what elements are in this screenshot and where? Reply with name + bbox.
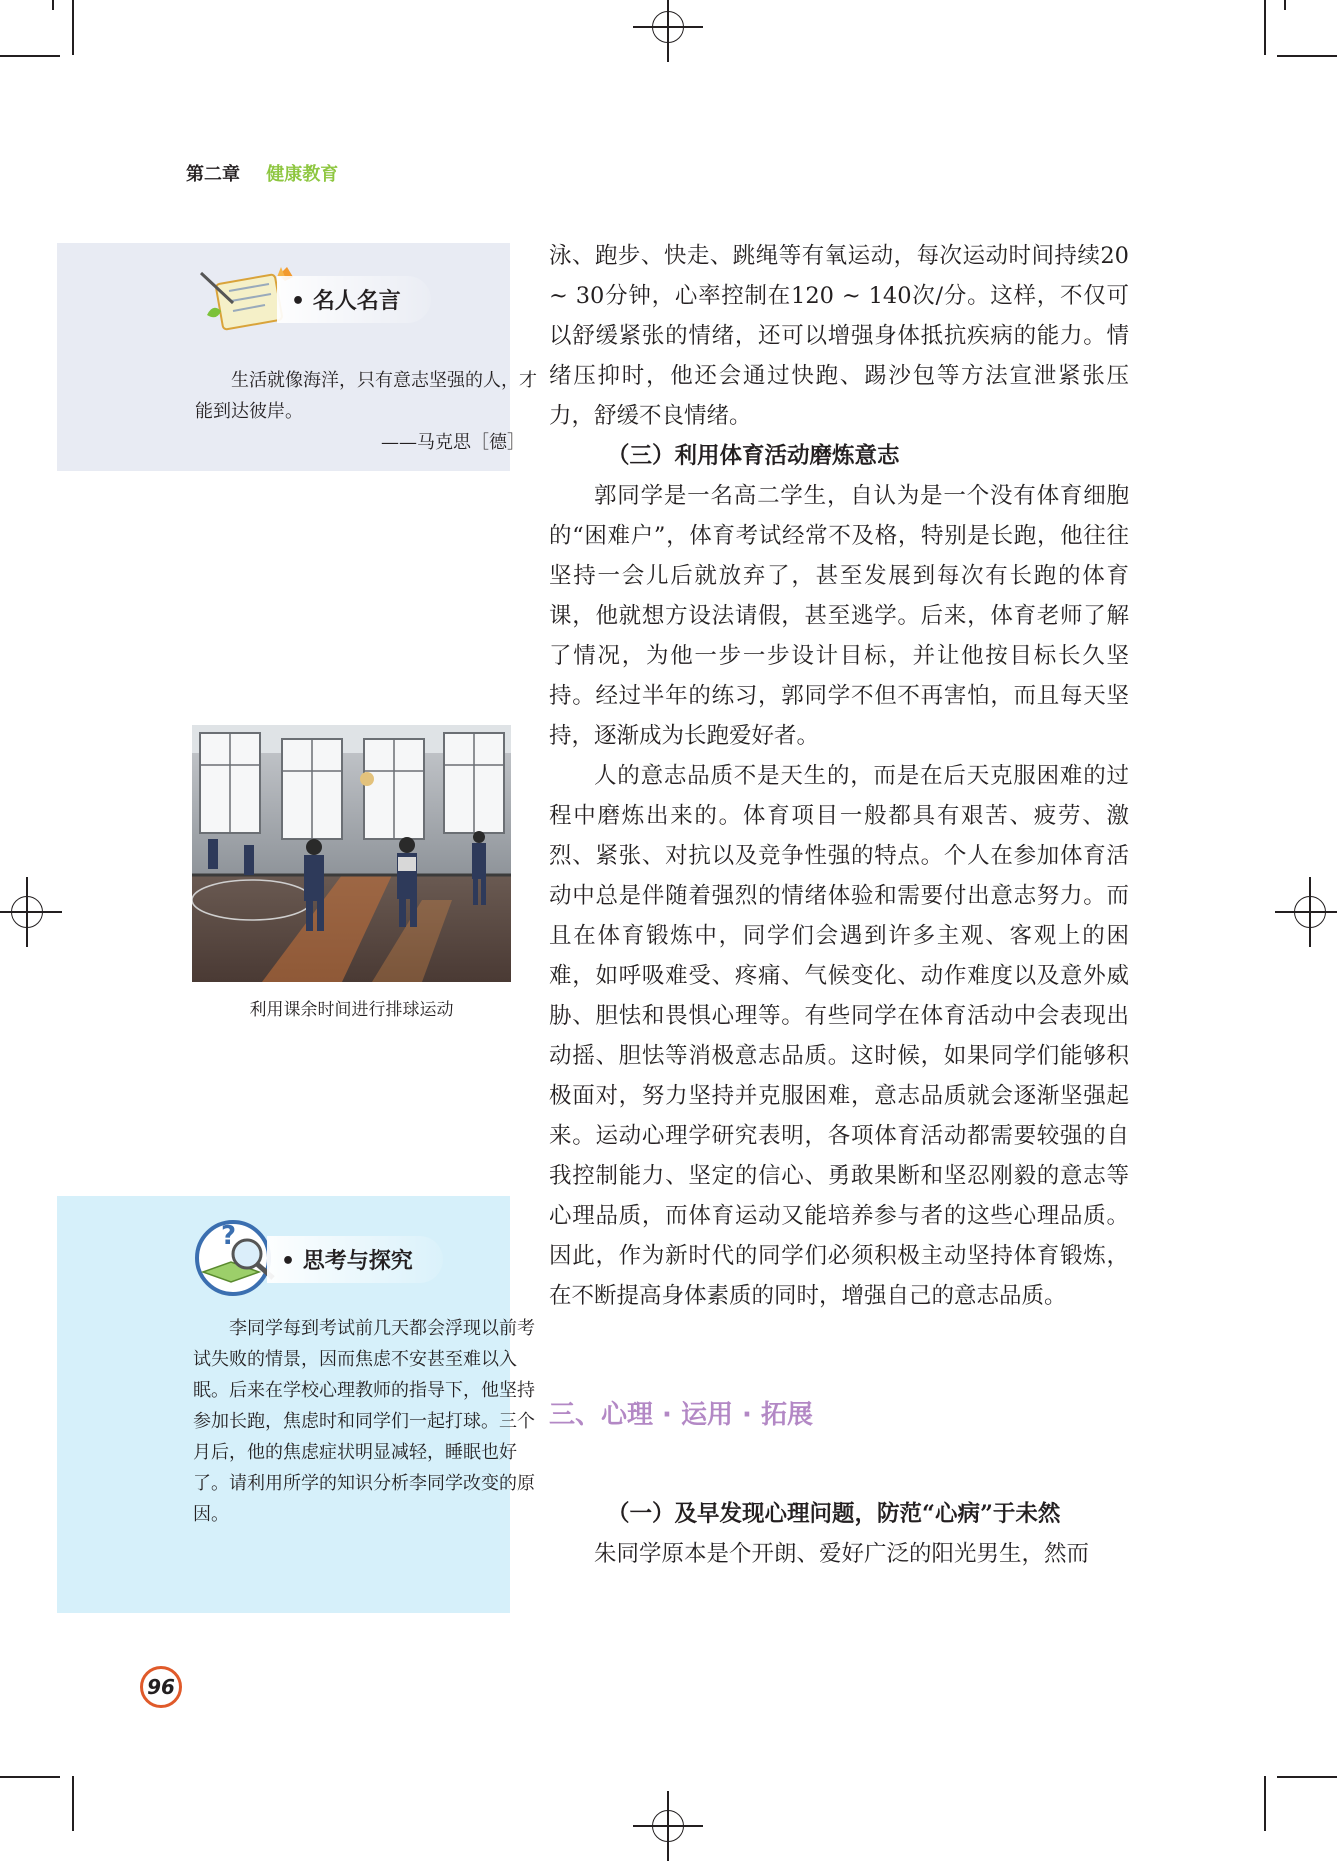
think-box-text: 李同学每到考试前几天都会浮现以前考试失败的情景，因而焦虑不安甚至难以入眠。后来在学校心理教师的指导下，他坚持参加长跑，焦虑时和同学们一起打球。三个月后，他的焦虑症状明显减轻，睡眠也好了。请利用所学的知识分析李同学改变的原因。 <box>193 1318 535 1525</box>
heading-3-early-detection: （一）及早发现心理问题，防范“心病”于未然 <box>607 1501 1061 1527</box>
quote-box-body <box>195 365 545 458</box>
registration-mark-left <box>0 877 62 947</box>
registration-mark-right <box>1275 877 1337 947</box>
svg-text:?: ? <box>221 1221 237 1251</box>
volleyball-photo <box>192 725 511 982</box>
page-number: 96 <box>140 1666 182 1708</box>
main-column <box>549 236 1129 1316</box>
section-heading-psychology: 三、心理 · 运用 · 拓展 <box>549 1400 813 1430</box>
registration-mark-bottom <box>633 1791 703 1861</box>
registration-mark-top <box>633 0 703 62</box>
think-box-title: • 思考与探究 <box>267 1236 443 1283</box>
chapter-name: 健康教育 <box>266 164 339 185</box>
paragraph-1: 泳、跑步、快走、跳绳等有氧运动，每次运动时间持续20 ~ 30分钟，心率控制在120 ~ 140次/分。这样，不仅可以舒缓紧张的情绪，还可以增强身体抵抗疾病的能力。情绪压抑时，他还会通过快跑、踢沙包等方法宣泄紧张压力，舒缓不良情绪。 <box>549 243 1129 429</box>
paragraph-3: 人的意志品质不是天生的，而是在后天克服困难的过程中磨炼出来的。体育项目一般都具有艰苦、疲劳、激烈、紧张、对抗以及竞争性强的特点。个人在参加体育活动中总是伴随着强烈的情绪体验和需要付出意志努力。而且在体育锻炼中，同学们会遇到许多主观、客观上的困难，如呼吸难受、疼痛、气候变化、动作难度以及意外威胁、胆怯和畏惧心理等。有些同学在体育活动中会表现出动摇、胆怯等消极意志品质。这时候，如果同学们能够积极面对，努力坚持并克服困难，意志品质就会逐渐坚强起来。运动心理学研究表明，各项体育活动都需要较强的自我控制能力、坚定的信心、勇敢果断和坚忍刚毅的意志等心理品质，而体育运动又能培养参与者的这些心理品质。因此，作为新时代的同学们必须积极主动坚持体育锻炼，在不断提高身体素质的同时，增强自己的意志品质。 <box>549 763 1129 1309</box>
heading-3-willpower: （三）利用体育活动磨炼意志 <box>607 443 900 469</box>
chapter-header <box>186 160 338 186</box>
chapter-number: 第二章 <box>186 164 240 185</box>
quote-text: 生活就像海洋，只有意志坚强的人，才能到达彼岸。 <box>195 370 537 422</box>
famous-quote-box <box>57 243 537 471</box>
paragraph-2: 郭同学是一名高二学生，自认为是一个没有体育细胞的“困难户”，体育考试经常不及格，特别是长跑，他往往坚持一会儿后就放弃了，甚至发展到每次有长跑的体育课，他就想方设法请假，甚至逃学。后来，体育老师了解了情况，为他一步一步设计目标，并让他按目标长久坚持。经过半年的练习，郭同学不但不再害怕，而且每天坚持，逐渐成为长跑爱好者。 <box>549 483 1129 749</box>
photo-caption: 利用课余时间进行排球运动 <box>249 1000 454 1020</box>
main-column-lower <box>549 1494 1129 1574</box>
quote-box-title: • 名人名言 <box>277 276 431 323</box>
section-heading-wrap <box>549 1395 1129 1435</box>
quote-attribution: ——马克思［德］ <box>381 432 525 453</box>
paragraph-4: 朱同学原本是个开朗、爱好广泛的阳光男生，然而 <box>594 1541 1090 1567</box>
think-and-explore-box <box>57 1196 535 1613</box>
